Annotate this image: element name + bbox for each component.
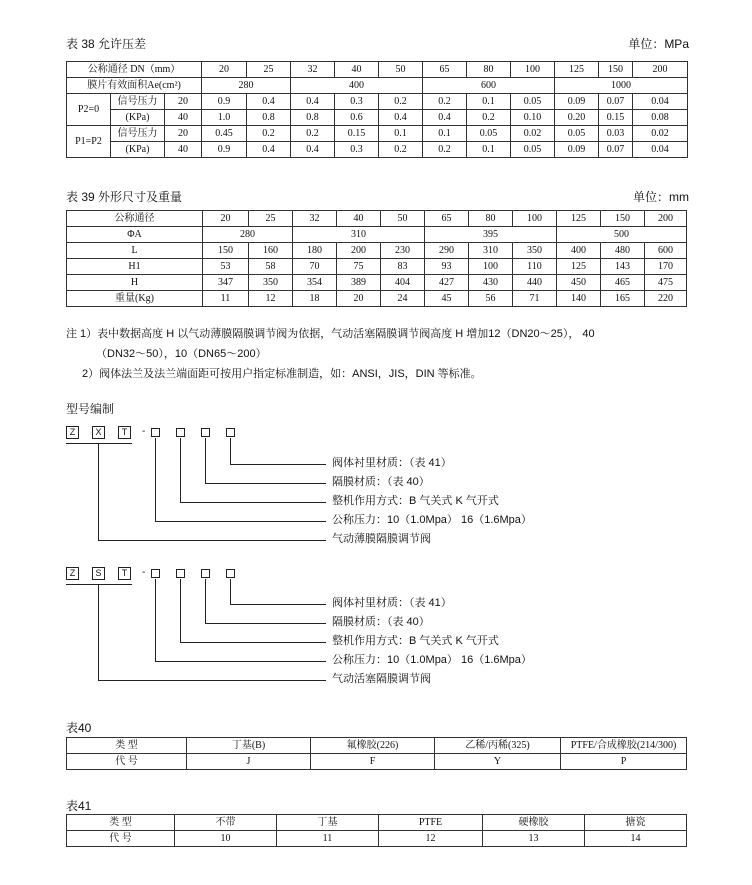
table38 xyxy=(66,61,688,158)
code-letter: Z xyxy=(66,567,79,580)
table41-code-row: 代 号 10 11 12 13 14 xyxy=(67,831,687,847)
table39-h-row: H 347 350 354 389 404 427 430 440 450 465 475 xyxy=(67,275,687,291)
code-desc: 阀体衬里材质：（表 41） xyxy=(332,597,452,609)
table38-title: 表 38 允许压差 xyxy=(66,37,147,51)
code-desc: 整机作用方式：B 气关式 K 气开式 xyxy=(332,635,499,647)
code-letter: T xyxy=(118,426,131,439)
code-slot xyxy=(201,428,210,437)
code-slot xyxy=(226,569,235,578)
table40-type-row: 类 型 丁基(B) 氟橡胶(226) 乙稀/丙稀(325) PTFE/合成橡胶(214/300) xyxy=(67,738,687,754)
table39-title: 表 39 外形尺寸及重量 xyxy=(66,190,183,204)
note-1-cont: （DN32～50），10（DN65～200） xyxy=(96,348,267,360)
code-slot xyxy=(151,428,160,437)
table41-type-row: 类 型 不带 丁基 PTFE 硬橡胶 搪瓷 xyxy=(67,815,687,831)
code-letter: Z xyxy=(66,426,79,439)
code-desc: 公称压力：10（1.0Mpa） 16（1.6Mpa） xyxy=(332,654,532,666)
code-desc: 阀体衬里材质：（表 41） xyxy=(332,457,452,469)
code-underline xyxy=(66,443,132,444)
code-underline xyxy=(66,584,132,585)
table41-title: 表41 xyxy=(66,799,92,813)
code-slot xyxy=(151,569,160,578)
code-desc: 公称压力：10（1.0Mpa） 16（1.6Mpa） xyxy=(332,514,532,526)
table40-title: 表40 xyxy=(66,721,92,735)
code-slot xyxy=(176,569,185,578)
table38-area-row: 膜片有效面积Ae(cm²) 280 400 600 1000 xyxy=(67,78,688,94)
code-desc: 气动薄膜隔膜调节阀 xyxy=(332,533,431,545)
table41 xyxy=(66,814,687,847)
code-slot xyxy=(201,569,210,578)
table38-row: (KPa) 40 0.9 0.4 0.4 0.3 0.2 0.2 0.1 0.05 0.09 0.07 0.04 xyxy=(67,142,688,158)
table39 xyxy=(66,210,687,307)
code-dash: - xyxy=(142,567,146,578)
table38-row: (KPa) 40 1.0 0.8 0.8 0.6 0.4 0.4 0.2 0.10 0.20 0.15 0.08 xyxy=(67,110,688,126)
note-2: 2）阀体法兰及法兰端面距可按用户指定标准制造，如：ANSI，JIS，DIN 等标准。 xyxy=(82,368,482,380)
code-desc: 整机作用方式：B 气关式 K 气开式 xyxy=(332,495,499,507)
code-desc: 隔膜材质：（表 40） xyxy=(332,616,430,628)
code-desc: 气动活塞隔膜调节阀 xyxy=(332,673,431,685)
table40-code-row: 代 号 J F Y P xyxy=(67,754,687,770)
table39-phi-row: ΦA 280 310 395 500 xyxy=(67,227,687,243)
code-dash: - xyxy=(142,426,146,437)
table39-dn-row: 公称通径 20 25 32 40 50 65 80 100 125 150 200 xyxy=(67,211,687,227)
code-letter: X xyxy=(92,426,105,439)
table38-dn-row: 公称通径 DN（mm） 20 25 32 40 50 65 80 100 125 150 200 xyxy=(67,62,688,78)
code-letter: T xyxy=(118,567,131,580)
code-slot xyxy=(226,428,235,437)
code-slot xyxy=(176,428,185,437)
table38-row: P2=0 信号压力 20 0.9 0.4 0.4 0.3 0.2 0.2 0.1 0.05 0.09 0.07 0.04 xyxy=(67,94,688,110)
code-desc: 隔膜材质：（表 40） xyxy=(332,476,430,488)
table38-row: P1=P2 信号压力 20 0.45 0.2 0.2 0.15 0.1 0.1 0.05 0.02 0.05 0.03 0.02 xyxy=(67,126,688,142)
table39-weight-row: 重量(Kg) 11 12 18 20 24 45 56 71 140 165 220 xyxy=(67,291,687,307)
table39-h1-row: H1 53 58 70 75 83 93 100 110 125 143 170 xyxy=(67,259,687,275)
table39-l-row: L 150 160 180 200 230 290 310 350 400 480 600 xyxy=(67,243,687,259)
table40 xyxy=(66,737,687,770)
table39-unit: 单位：mm xyxy=(633,190,689,204)
table38-unit: 单位：MPa xyxy=(628,37,689,51)
code-letter: S xyxy=(92,567,105,580)
note-1: 注 1）表中数据高度 H 以气动薄膜隔膜调节阀为依据，气动活塞隔膜调节阀高度 H 增加12（DN20～25）， 40 xyxy=(66,328,595,340)
model-title: 型号编制 xyxy=(66,402,115,416)
